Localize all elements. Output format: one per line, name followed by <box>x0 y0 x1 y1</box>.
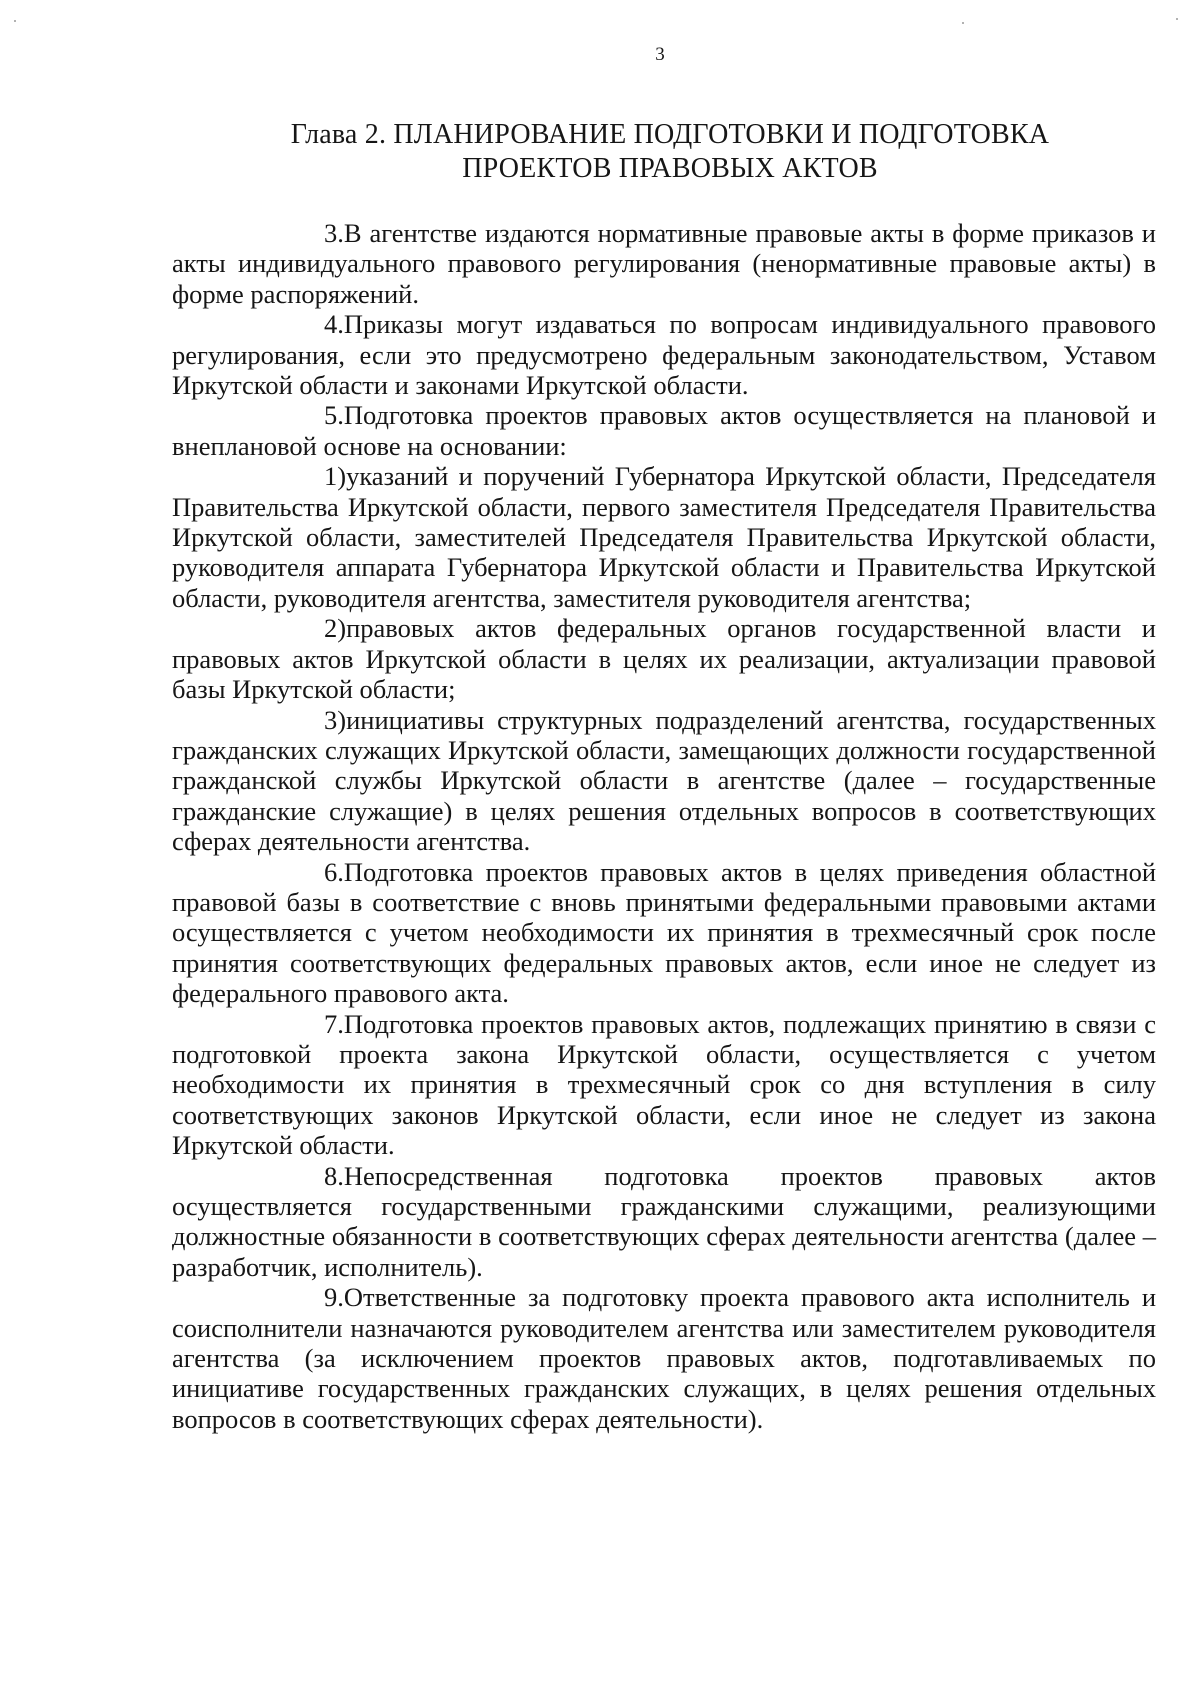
paragraph-text: Непосредственная подготовка проектов правовых актов осуществляется государственными гражданскими служащими, реализующими должностные обязанности в соответствующих сферах деятельности агентства (далее – разработчик, исполнитель). <box>172 1160 1156 1282</box>
paragraph-number: 5. <box>324 400 344 431</box>
chapter-title-line-1: Глава 2. ПЛАНИРОВАНИЕ ПОДГОТОВКИ И ПОДГОТОВКА <box>290 119 1050 150</box>
paragraph-number: 4. <box>324 309 344 340</box>
scan-speck <box>1176 18 1178 20</box>
paragraph-text: Приказы могут издаваться по вопросам индивидуального правового регулирования, если это предусмотрено федеральным законодательством, Уставом Иркутской области и законами Иркутской области. <box>172 309 1156 401</box>
paragraph-number: 9. <box>324 1282 344 1313</box>
page-number: 3 <box>655 44 665 65</box>
scan-speck <box>14 20 16 22</box>
paragraph-text: В агентстве издаются нормативные правовые акты в форме приказов и акты индивидуального правового регулирования (ненормативные правовые акты) в форме распоряжений. <box>172 218 1156 309</box>
subitem-number: 3) <box>324 704 347 735</box>
paragraph-5 <box>172 400 1156 461</box>
paragraph-text: Ответственные за подготовку проекта правового акта исполнитель и соисполнители назначаются руководителем агентства или заместителем руководителя агентства (за исключением проектов правовых актов, подготавливаемых по инициативе государственных гражданских служащих, в целях решения отдельных вопросов в соответствующих сферах деятельности). <box>172 1282 1156 1434</box>
subitem-2 <box>172 613 1156 704</box>
paragraph-number: 8. <box>324 1160 344 1191</box>
subitem-number: 1) <box>324 461 347 492</box>
subitem-3 <box>172 705 1156 857</box>
subitem-text: правовых актов федеральных органов государственной власти и правовых актов Иркутской области в целях их реализации, актуализации правовой базы Иркутской области; <box>172 613 1156 705</box>
subitem-number: 2) <box>324 613 347 644</box>
paragraph-3 <box>172 218 1156 309</box>
chapter-title <box>170 118 1170 186</box>
document-body <box>172 218 1156 1434</box>
subitem-1 <box>172 461 1156 613</box>
paragraph-text: Подготовка проектов правовых актов в целях приведения областной правовой базы в соответствие с вновь принятыми федеральными правовыми актами осуществляется с учетом необходимости их принятия в трехмесячный срок после принятия соответствующих федеральных правовых актов, если иное не следует из федерального правового акта. <box>172 856 1156 1009</box>
paragraph-number: 6. <box>324 856 344 887</box>
paragraph-7 <box>172 1009 1156 1161</box>
scan-speck <box>962 22 964 24</box>
paragraph-text: Подготовка проектов правовых актов осуществляется на плановой и внеплановой основе на основании: <box>172 400 1156 461</box>
paragraph-8 <box>172 1161 1156 1283</box>
chapter-title-line-2: ПРОЕКТОВ ПРАВОВЫХ АКТОВ <box>462 153 878 184</box>
paragraph-4 <box>172 309 1156 400</box>
paragraph-6 <box>172 857 1156 1009</box>
paragraph-number: 3. <box>324 218 344 248</box>
subitem-text: инициативы структурных подразделений агентства, государственных гражданских служащих Иркутской области, замещающих должности государственной гражданской службы Иркутской области в агентстве (далее – государственные гражданские служащие) в целях решения отдельных вопросов в соответствующих сферах деятельности агентства. <box>172 704 1156 857</box>
paragraph-9 <box>172 1282 1156 1434</box>
paragraph-number: 7. <box>324 1008 344 1039</box>
paragraph-text: Подготовка проектов правовых актов, подлежащих принятию в связи с подготовкой проекта закона Иркутской области, осуществляется с учетом необходимости их принятия в трехмесячный срок со дня вступления в силу соответствующих законов Иркутской области, если иное не следует из закона Иркутской области. <box>172 1008 1156 1161</box>
subitem-text: указаний и поручений Губернатора Иркутской области, Председателя Правительства Иркутской области, первого заместителя Председателя Правительства Иркутской области, заместителей Председателя Правительства Иркутской области, руководителя аппарата Губернатора Иркутской области и Правительства Иркутской области, руководителя агентства, заместителя руководителя агентства; <box>172 461 1156 613</box>
